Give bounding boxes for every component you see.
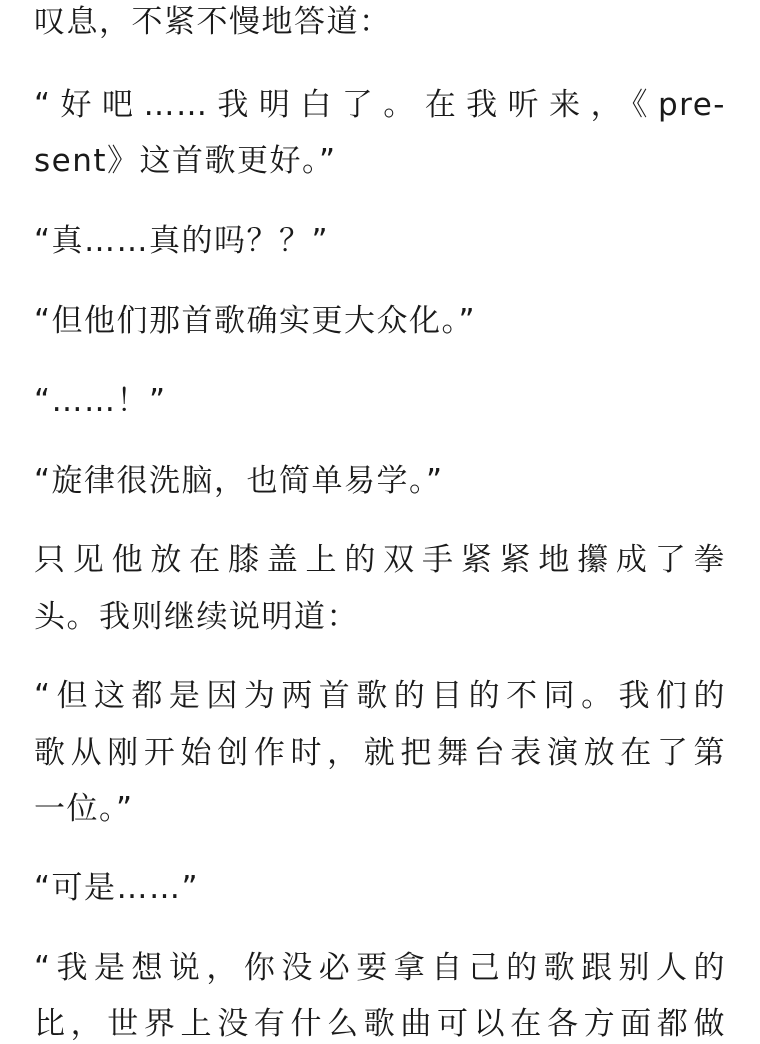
text-line: 比，世界上没有什么歌曲可以在各方面都做 [34, 1006, 726, 1042]
text-line: “……！” [34, 383, 167, 419]
text-line: “但这都是因为两首歌的目的不同。我们的 [34, 678, 726, 714]
text-line: 只见他放在膝盖上的双手紧紧地攥成了拳 [34, 542, 726, 578]
text-line: 歌从刚开始创作时，就把舞台表演放在了第 [34, 735, 726, 771]
text-line: 叹息，不紧不慢地答道： [34, 4, 392, 40]
text-line: “好吧……我明白了。在我听来，《pre- [34, 87, 726, 123]
text-line: sent》这首歌更好。” [34, 143, 337, 179]
text-line: “旋律很洗脑，也简单易学。” [34, 463, 444, 499]
text-line: “我是想说，你没必要拿自己的歌跟别人的 [34, 950, 726, 986]
text-line: 头。我则继续说明道： [34, 599, 359, 635]
text-line: “但他们那首歌确实更大众化。” [34, 303, 477, 339]
text-line: 一位。” [34, 791, 134, 827]
text-line: “真……真的吗？？” [34, 223, 330, 259]
text-line: “可是……” [34, 870, 200, 906]
